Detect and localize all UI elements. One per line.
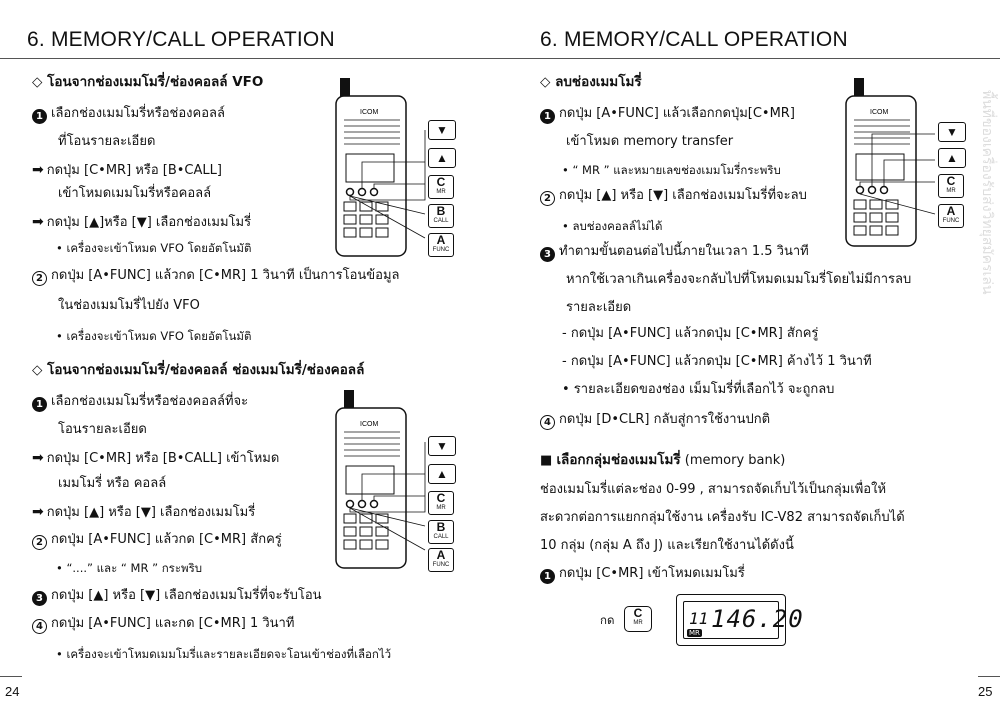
lcd-display	[676, 594, 804, 646]
step-4: 4 กดปุ่ม [A•FUNC] และกด [C•MR] 1 วินาที	[32, 616, 294, 634]
step-1-cont: เข้าโหมด memory transfer	[566, 134, 734, 149]
step-1: 1 เลือกช่องเมมโมรี่หรือช่องคอลล์	[32, 106, 225, 124]
diamond-icon: ◇	[32, 362, 43, 378]
step-2-cont: ในช่องเมมโมรี่ไปยัง VFO	[58, 298, 200, 313]
arrow-step: ➡ กดปุ่ม [▲]หรือ [▼] เลือกช่องเมมโมรี่	[32, 214, 252, 230]
step-number: 1	[32, 397, 47, 412]
footer-rule	[978, 676, 1000, 677]
lcd-channel: 11	[689, 609, 709, 628]
step-3-cont: หากใช้เวลาเกินเครื่องจะกลับไปที่โหมดเมมโมรี่โดยไม่มีการลบ	[566, 272, 912, 287]
page-number: 25	[978, 684, 993, 699]
bullet-note: • “....” และ “ MR ” กระพริบ	[56, 561, 203, 575]
step-2: 2 กดปุ่ม [▲] หรือ [▼] เลือกช่องเมมโมรี่ที่จะลบ	[540, 188, 807, 206]
paragraph-line: สะดวกต่อการแยกกลุ่มใช้งาน เครื่องรับ IC-V82 สามารถจัดเก็บได้	[540, 510, 905, 525]
square-bullet-icon: ■	[540, 453, 553, 468]
side-watermark: พื้นที่ของเครื่องรับส่งวิทยุสมัครเล่น	[979, 90, 995, 295]
step-3-cont: รายละเอียด	[566, 300, 632, 315]
step-1: 1 กดปุ่ม [C•MR] เข้าโหมดเมมโมรี่	[540, 566, 745, 584]
arrow-step: ➡ กดปุ่ม [▲] หรือ [▼] เลือกช่องเมมโมรี่	[32, 504, 256, 520]
bullet-note: • ลบช่องคอลล์ไม่ได้	[562, 219, 663, 233]
step-number: 2	[32, 271, 47, 286]
page-title: 6. MEMORY/CALL OPERATION	[540, 28, 848, 51]
arrow-step-cont: เมมโมรี่ หรือ คอลล์	[58, 476, 167, 491]
b-call-key: B CALL	[428, 204, 454, 228]
bullet-note: • “ MR ” และหมายเลขช่องเมมโมรี่กระพริบ	[562, 163, 781, 177]
down-key: ▼	[938, 122, 966, 142]
radio-handset-icon	[330, 78, 460, 258]
title-divider	[0, 58, 500, 59]
arrow-step-cont: เข้าโหมดเมมโมรี่หรือคอลล์	[58, 186, 212, 201]
up-key: ▲	[428, 148, 456, 168]
a-func-key: A FUNC	[428, 233, 454, 257]
paragraph-line: 10 กลุ่ม (กลุ่ม A ถึง J) และเรียกใช้งานได้ดังนี้	[540, 538, 794, 553]
lcd-frequency: 146.20	[711, 605, 804, 633]
step-number: 1	[540, 109, 555, 124]
step-1: 1 เลือกช่องเมมโมรี่หรือช่องคอลล์ที่จะ	[32, 394, 248, 412]
step-number: 3	[540, 247, 555, 262]
up-key: ▲	[938, 148, 966, 168]
c-mr-key: C MR	[428, 491, 454, 515]
b-call-key: B CALL	[428, 520, 454, 544]
step-1-cont: ที่โอนรายละเอียด	[58, 134, 156, 149]
svg-text:ICOM: ICOM	[360, 421, 379, 428]
diamond-icon: ◇	[32, 74, 43, 90]
c-mr-key: C MR	[428, 175, 454, 199]
footer-rule	[0, 676, 22, 677]
arrow-right-icon: ➡	[32, 450, 44, 466]
step-3: 3 ทำตามขั้นตอนต่อไปนี้ภายในเวลา 1.5 วินาที	[540, 244, 809, 262]
bullet-note: • รายละเอียดของช่อง เม็มโมรี่ที่เลือกไว้ จะถูกลบ	[562, 382, 835, 397]
step-3: 3 กดปุ่ม [▲] หรือ [▼] เลือกช่องเมมโมรี่ที่จะรับโอน	[32, 588, 322, 606]
arrow-right-icon: ➡	[32, 504, 44, 520]
radio-illustration	[840, 78, 970, 248]
down-key: ▼	[428, 436, 456, 456]
c-mr-key: C MR	[624, 606, 652, 632]
step-number: 1	[540, 569, 555, 584]
step-number: 2	[32, 535, 47, 550]
up-key: ▲	[428, 464, 456, 484]
section-heading: ◇ โอนจากช่องเมมโมรี่/ช่องคอลล์ VFO	[32, 74, 264, 90]
page-title: 6. MEMORY/CALL OPERATION	[27, 28, 335, 51]
c-mr-key: C MR	[938, 174, 964, 198]
section-heading: ■ เลือกกลุ่มช่องเมมโมรี่ (memory bank)	[540, 452, 786, 468]
step-number: 1	[32, 109, 47, 124]
radio-illustration	[330, 78, 460, 258]
step-number: 4	[32, 619, 47, 634]
arrow-right-icon: ➡	[32, 162, 44, 178]
bullet-note: • เครื่องจะเข้าโหมดเมมโมรี่และรายละเอียดจะโอนเข้าช่องที่เลือกไว้	[56, 647, 392, 661]
press-label: กด	[600, 613, 615, 627]
step-2: 2 กดปุ่ม [A•FUNC] แล้วกด [C•MR] 1 วินาที เป็นการโอนข้อมูล	[32, 268, 400, 286]
bullet-note: • เครื่องจะเข้าโหมด VFO โดยอัตโนมัติ	[56, 241, 252, 255]
svg-text:ICOM: ICOM	[870, 109, 889, 116]
right-page	[500, 0, 1000, 707]
page-number: 24	[5, 684, 20, 699]
arrow-right-icon: ➡	[32, 214, 44, 230]
down-key: ▼	[428, 120, 456, 140]
section-heading: ◇ ลบช่องเมมโมรี่	[540, 74, 642, 90]
paragraph-line: ช่องเมมโมรี่แต่ละช่อง 0-99 , สามารถจัดเก็บไว้เป็นกลุ่มเพื่อให้	[540, 482, 887, 497]
svg-text:ICOM: ICOM	[360, 109, 379, 116]
step-4: 4 กดปุ่ม [D•CLR] กลับสู่การใช้งานปกติ	[540, 412, 770, 430]
section-heading: ◇ โอนจากช่องเมมโมรี่/ช่องคอลล์ ช่องเมมโมรี่/ช่องคอลล์	[32, 362, 365, 378]
diamond-icon: ◇	[540, 74, 551, 90]
a-func-key: A FUNC	[938, 204, 964, 228]
step-number: 2	[540, 191, 555, 206]
arrow-step: ➡ กดปุ่ม [C•MR] หรือ [B•CALL] เข้าโหมด	[32, 450, 280, 466]
bullet-note: • เครื่องจะเข้าโหมด VFO โดยอัตโนมัติ	[56, 329, 252, 343]
a-func-key: A FUNC	[428, 548, 454, 572]
step-number: 4	[540, 415, 555, 430]
step-number: 3	[32, 591, 47, 606]
arrow-step: ➡ กดปุ่ม [C•MR] หรือ [B•CALL]	[32, 162, 222, 178]
dash-item: - กดปุ่ม [A•FUNC] แล้วกดปุ่ม [C•MR] สักครู่	[562, 326, 819, 341]
radio-illustration	[330, 390, 460, 570]
dash-item: - กดปุ่ม [A•FUNC] แล้วกดปุ่ม [C•MR] ค้างไว้ 1 วินาที	[562, 354, 872, 369]
step-1-cont: โอนรายละเอียด	[58, 422, 147, 437]
mr-badge: MR	[689, 629, 700, 637]
step-2: 2 กดปุ่ม [A•FUNC] แล้วกด [C•MR] สักครู่	[32, 532, 282, 550]
title-divider	[500, 58, 1000, 59]
step-1: 1 กดปุ่ม [A•FUNC] แล้วเลือกกดปุ่ม[C•MR]	[540, 106, 795, 124]
